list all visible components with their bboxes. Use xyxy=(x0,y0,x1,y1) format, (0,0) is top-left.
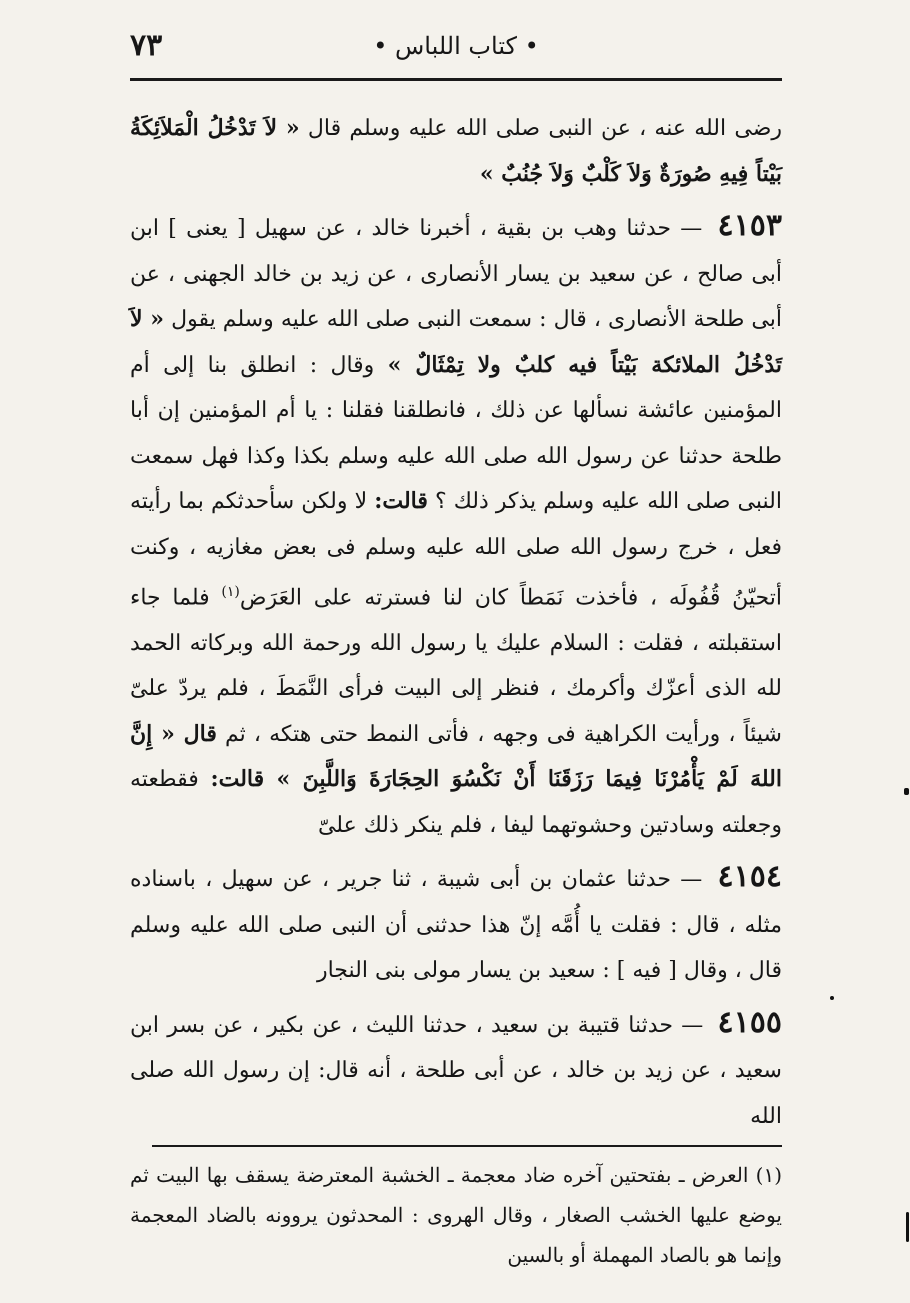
scan-speck xyxy=(904,788,909,795)
hadith-number: ٤١٥٤ xyxy=(717,859,782,895)
hadith-number: ٤١٥٥ xyxy=(717,1004,782,1040)
book-title: • كتاب اللباس • xyxy=(373,32,539,60)
page xyxy=(130,28,782,1267)
text-run: رضى الله عنه ، عن النبى صلى الله عليه وسلم قال xyxy=(299,116,782,141)
text-run: — حدثنا عثمان بن أبى شيبة ، ثنا جرير ، عن سهيل ، باسناده مثله ، قال : فقلت يا أُمَّه إنّ هذا حدثنى أن النبى صلى الله عليه وسلم قال ، وقال [ فيه ] : سعيد بن يسار مولى بنى النجار xyxy=(130,867,782,984)
text-run: — حدثنا وهب بن بقية ، أخبرنا خالد ، عن سهيل [ يعنى ] ابن أبى صالح ، عن سعيد بن يسار الأنصارى ، عن زيد بن خالد الجهنى ، عن أبى طلحة الأنصارى ، قال : سمعت النبى صلى الله عليه وسلم يقول xyxy=(130,216,782,332)
paragraph-continuation xyxy=(130,106,782,197)
hadith-4153 xyxy=(130,203,782,848)
hadith-4154 xyxy=(130,854,782,994)
hadith-number: ٤١٥٣ xyxy=(717,208,782,243)
text-run: فقطعته وجعلته وسادتين وحشوتهما ليفا ، فلم ينكر ذلك علىّ xyxy=(130,767,782,838)
hadith-4155 xyxy=(130,1000,782,1140)
qalat-label: قالت: xyxy=(374,488,428,514)
page-header xyxy=(130,28,782,68)
qalat-label: قالت: xyxy=(210,766,265,793)
scan-speck xyxy=(830,996,834,1000)
footnote-rule xyxy=(152,1145,782,1147)
text-run: لا ولكن سأحدثكم بما رأيته فعل ، خرج رسول الله صلى الله عليه وسلم فى بعض مغازيه ، وكنت أتحيّنُ قُفُولَه ، فأخذت نَمَطاً كان لنا فسترته على العَرَض xyxy=(130,489,782,611)
qal-label: قال xyxy=(183,720,217,747)
text-run: — حدثنا قتيبة بن سعيد ، حدثنا الليث ، عن بكير ، عن بسر ابن سعيد ، عن زيد بن خالد ، عن أبى طلحة ، أنه قال: إن رسول الله صلى الله xyxy=(130,1012,782,1129)
footnote xyxy=(130,1155,782,1275)
footnote-text: (١) العرض ـ بفتحتين آخره ضاد معجمة ـ الخشبة المعترضة يسقف بها البيت ثم يوضع عليها الخشب الصغار ، وقال الهروى : المحدثون يروونه بالضاد المعجمة وإنما هو بالصاد المهملة أو بالسين xyxy=(130,1163,782,1267)
text-run: وقال : انطلق بنا إلى أم المؤمنين عائشة نسألها عن ذلك ، فانطلقنا فقلنا : يا أم المؤمنين إن أبا طلحة حدثنا عن رسول الله صلى الله عليه وسلم بكذا وكذا فهل سمعت النبى صلى الله عليه وسلم يذكر ذلك ؟ xyxy=(130,352,782,514)
header-rule xyxy=(130,78,782,81)
page-number: ٧٣ xyxy=(130,28,163,63)
footnote-marker: (١) xyxy=(221,584,240,600)
prophetic-quote: « لاَ تَدْخُلُ الْمَلاَئِكَةُ بَيْتاً فِيهِ صُورَةٌ وَلاَ كَلْبٌ وَلاَ جُنُبٌ » xyxy=(130,115,782,187)
text-run: فلما جاء استقبلته ، فقلت : السلام عليك يا رسول الله ورحمة الله وبركاته الحمد لله الذى أعزّك وأكرمك ، فنظر إلى البيت فرأى النَّمَطَ ، فلم يردّ علىّ شيئاً ، ورأيت الكراهية فى وجهه ، فأتى النمط حتى هتكه ، ثم xyxy=(130,585,782,747)
prophetic-quote: « إِنَّ اللهَ لَمْ يَأْمُرْنَا فِيمَا رَزَقَنَا أَنْ نَكْسُوَ الحِجَارَةَ وَاللَّبِنَ » xyxy=(130,720,782,793)
main-text xyxy=(130,106,782,1139)
scan-speck xyxy=(906,1212,909,1242)
prophetic-quote: « لاَ تَدْخُلُ الملائكة بَيْتاً فيه كلبٌ ولا تِمْثَالٌ » xyxy=(130,306,782,378)
